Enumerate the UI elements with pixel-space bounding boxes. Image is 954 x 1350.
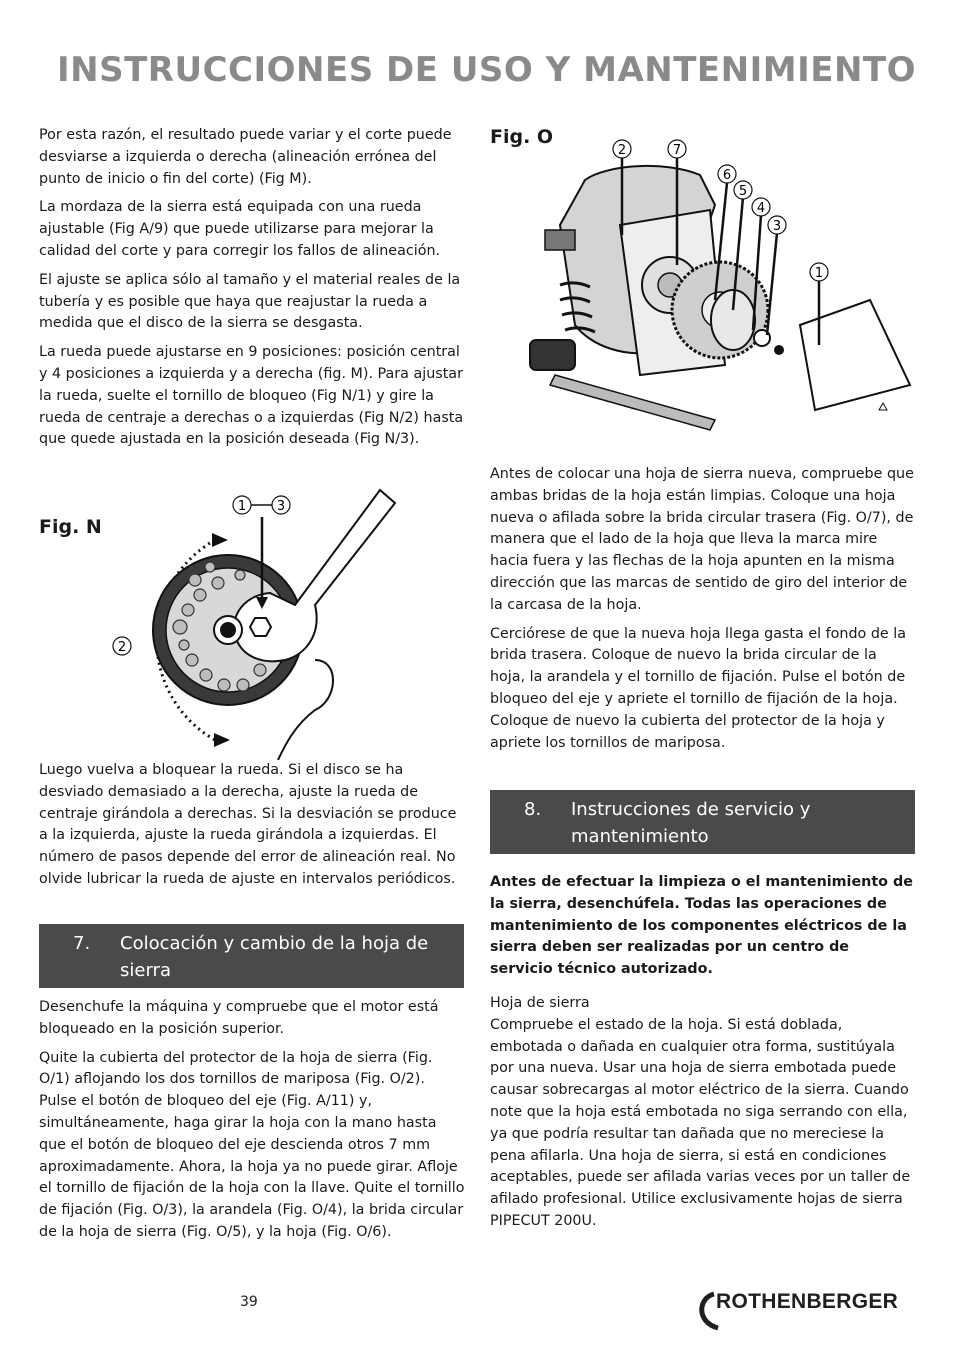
paragraph: La rueda puede ajustarse en 9 posiciones: posición central y 4 posiciones a izquierda y a derecha (fig. M). Para ajustar la rueda, suelte el tornillo de bloqueo (Fig N/1) y gire la rueda de centraje a derechas o a izquierdas (Fig N/2) hasta que quede ajustada en la posición deseada (Fig N/3).: [39, 344, 464, 448]
section-title: Colocación y cambio de la hoja de sierra: [120, 933, 429, 981]
paragraph: Luego vuelva a bloquear la rueda. Si el disco se ha desviado demasiado a la derecha, ajuste la rueda de centraje girándola a derechas. Si la desviación se produce a la izquierda, ajuste la rueda girándola a izquierdas. El número de pasos depende del error de alineación real. No olvide lubricar la rueda de ajuste en intervalos periódicos.: [39, 762, 457, 887]
maintenance-warning: Antes de efectuar la limpieza o el mantenimiento de la sierra, desenchúfela. Todas las operaciones de mantenimiento de los componentes eléctricos de la sierra deben ser realizadas por un centro de servicio técnico autorizado.: [490, 874, 913, 978]
page-number: 39: [240, 1294, 258, 1310]
fig-o-callout-3: 3: [772, 219, 782, 234]
paragraph: El ajuste se aplica sólo al tamaño y el material reales de la tubería y es posible que haya que reajustar la rueda a medida que el disco de la sierra se desgasta.: [39, 271, 461, 332]
fig-o-illustration: [515, 135, 915, 435]
paragraph: Cerciórese de que la nueva hoja llega gasta el fondo de la brida trasera. Coloque de nuevo la brida circular de la hoja, la arandela y el tornillo de fijación. Pulse el botón de bloqueo del eje y apriete el tornillo de fijación de la hoja. Coloque de nuevo la cubierta del protector de la hoja y apriete los tornillos de mariposa.: [490, 625, 906, 751]
paragraph: Quite la cubierta del protector de la hoja de sierra (Fig. O/1) aflojando los dos tornillos de mariposa (Fig. O/2). Pulse el botón de bloqueo del eje (Fig. A/11) y, simultáneamente, haga girar la hoja con la mano hasta que el botón de bloqueo del eje descienda otros 7 mm aproximadamente. Ahora, la hoja ya no puede girar. Afloje el tornillo de fijación de la hoja con la llave. Quite el tornillo de fijación (Fig. O/3), la arandela (Fig. O/4), la brida circular de la hoja de sierra (Fig. O/5), y la hoja (Fig. O/6).: [39, 1049, 465, 1240]
page-title: INSTRUCCIONES DE USO Y MANTENIMIENTO: [57, 50, 917, 90]
right-bottom-text: [490, 872, 916, 1240]
fig-n-illustration: [100, 485, 400, 760]
paragraph: Por esta razón, el resultado puede variar y el corte puede desviarse a izquierda o derecha (alineación errónea del punto de inicio o fin del corte) (Fig M).: [39, 127, 452, 187]
subheading-hoja-de-sierra: Hoja de sierra: [490, 994, 590, 1011]
section-8-heading: [490, 790, 915, 854]
fig-n-callout-1: 1: [237, 499, 247, 514]
left-mid-text: [39, 760, 465, 898]
section-number: 7.: [73, 933, 91, 954]
left-bottom-text: [39, 997, 465, 1251]
fig-o-callout-5: 5: [738, 184, 748, 199]
left-top-text: [39, 125, 465, 458]
paragraph: Desenchufe la máquina y compruebe que el motor está bloqueado en la posición superior.: [39, 999, 439, 1037]
fig-n-callout-3: 3: [276, 499, 286, 514]
brand-logo: [694, 1288, 918, 1332]
section-number: 8.: [524, 799, 542, 820]
section-title: Instrucciones de servicio y mantenimiento: [571, 799, 811, 847]
paragraph: Antes de colocar una hoja de sierra nueva, compruebe que ambas bridas de la hoja están limpias. Coloque una hoja nueva o afilada sobre la brida circular trasera (Fig. O/7), de manera que el lado de la hoja que lleva la marca mire hacia fuera y las flechas de la hoja apunten en la misma dirección que las marcas de sentido de giro del interior de la carcasa de la hoja.: [490, 466, 914, 613]
brand-name: ROTHENBERGER: [716, 1290, 899, 1313]
fig-n-callout-2: 2: [117, 640, 127, 655]
paragraph: La mordaza de la sierra está equipada con una rueda ajustable (Fig A/9) que puede utilizarse para mejorar la calidad del corte y para corregir los fallos de alineación.: [39, 199, 441, 259]
fig-o-callout-4: 4: [756, 201, 766, 216]
fig-o-callout-6: 6: [722, 168, 732, 183]
fig-o-callout-2: 2: [617, 143, 627, 158]
fig-o-callout-1: 1: [814, 266, 824, 281]
fig-o-callout-7: 7: [672, 143, 682, 158]
right-mid-text: [490, 464, 916, 761]
fig-n-label: Fig. N: [39, 516, 102, 538]
section-7-heading: [39, 924, 464, 988]
paragraph: Compruebe el estado de la hoja. Si está doblada, embotada o dañada en cualquier otra forma, sustitúyala por una nueva. Usar una hoja de sierra embotada puede causar sobrecargas al motor eléctrico de la sierra. Cuando note que la hoja está embotada no siga serrando con ella, ya que podría resultar tan dañada que no mereciese la pena afilarla. Una hoja de sierra, si está en condiciones aceptables, puede ser afilada varias veces por un taller de afilado profesional. Utilice exclusivamente hojas de sierra PIPECUT 200U.: [490, 1016, 911, 1229]
fig-o-label: Fig. O: [490, 126, 554, 148]
